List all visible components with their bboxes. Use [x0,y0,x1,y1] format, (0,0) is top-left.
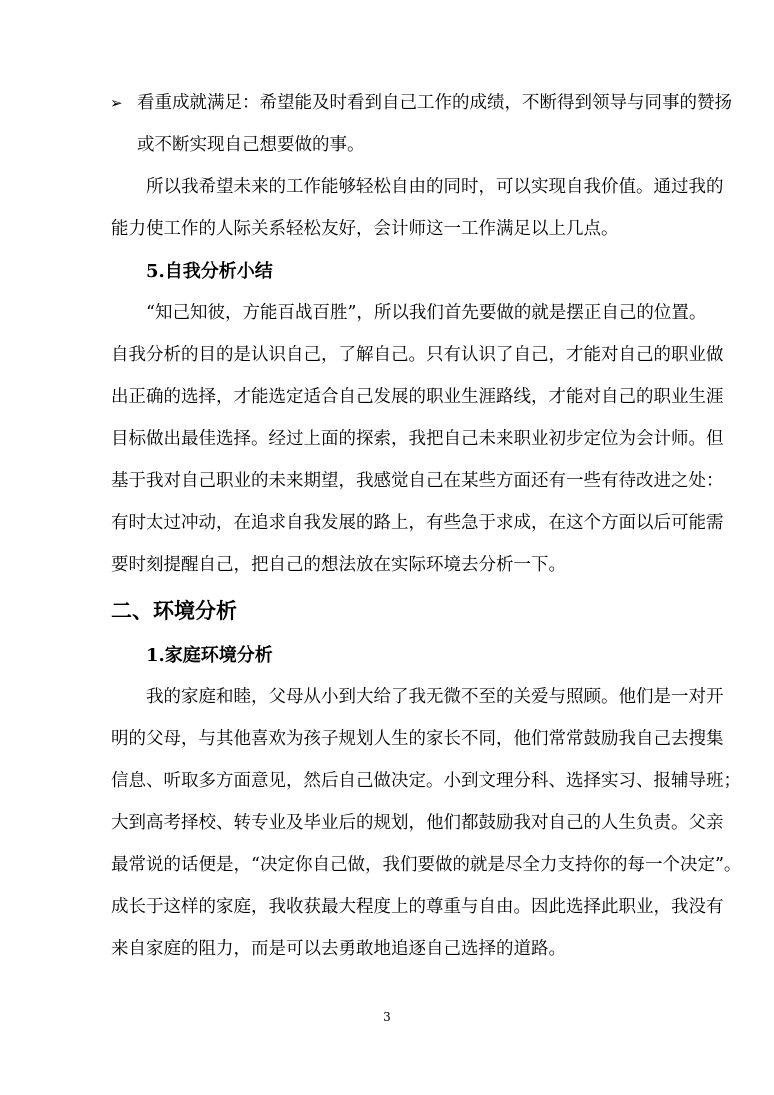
paragraph-line: 我的家庭和睦，父母从小到大给了我无微不至的关爱与照顾。他们是一对开 [146,687,724,707]
paragraph-line: 来自家庭的阻力，而是可以去勇敢地追逐自己选择的道路。 [111,939,566,959]
paragraph-line: “知己知彼，方能百战百胜”，所以我们首先要做的就是摆正自己的位置。 [146,303,707,323]
paragraph-line: 最常说的话便是，“决定你自己做，我们要做的就是尽全力支持你的每一个决定”。 [111,855,742,875]
section-heading-self-analysis-summary: 5.自我分析小结 [146,261,273,282]
section-heading-family-environment: 1.家庭环境分析 [146,645,273,666]
paragraph-line: 要时刻提醒自己，把自己的想法放在实际环境去分析一下。 [111,555,566,575]
bullet-line-1: 看重成就满足：希望能及时看到自己工作的成绩，不断得到领导与同事的赞扬 [137,93,732,113]
paragraph-line: 有时太过冲动，在追求自我发展的路上，有些急于求成，在这个方面以后可能需 [111,513,724,533]
paragraph-line: 所以我希望未来的工作能够轻松自由的同时，可以实现自我价值。通过我的 [146,177,724,197]
chapter-heading-environment-analysis: 二、环境分析 [111,598,237,623]
paragraph-line: 出正确的选择，才能选定适合自己发展的职业生涯路线，才能对自己的职业生涯 [111,387,724,407]
page-number: 3 [383,1010,391,1024]
paragraph-line: 能力使工作的人际关系轻松友好，会计师这一工作满足以上几点。 [111,219,619,239]
paragraph-line: 目标做出最佳选择。经过上面的探索，我把自己未来职业初步定位为会计师。但 [111,429,724,449]
paragraph-line: 成长于这样的家庭，我收获最大程度上的尊重与自由。因此选择此职业，我没有 [111,897,724,917]
bullet-arrow-icon: ➢ [110,94,123,112]
bullet-line-2: 或不断实现自己想要做的事。 [137,135,365,155]
paragraph-line: 自我分析的目的是认识自己，了解自己。只有认识了自己，才能对自己的职业做 [111,345,724,365]
paragraph-line: 基于我对自己职业的未来期望，我感觉自己在某些方面还有一些有待改进之处： [111,471,724,491]
paragraph-line: 大到高考择校、转专业及毕业后的规划，他们都鼓励我对自己的人生负责。父亲 [111,813,724,833]
paragraph-line: 明的父母，与其他喜欢为孩子规划人生的家长不同，他们常常鼓励我自己去搜集 [111,729,724,749]
paragraph-line: 信息、听取多方面意见，然后自己做决定。小到文理分科、选择实习、报辅导班； [111,771,741,791]
